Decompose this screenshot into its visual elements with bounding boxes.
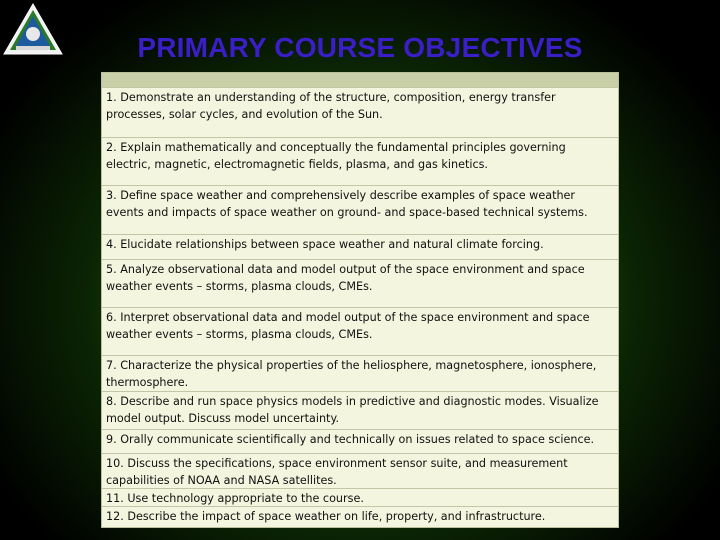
objective-row: 5. Analyze observational data and model output of the space environment and space weather events – storms, plasma clouds, CMEs. [102, 259, 618, 307]
objective-row: 11. Use technology appropriate to the course. [102, 488, 618, 506]
objective-row: 3. Define space weather and comprehensively describe examples of space weather events and impacts of space weather on ground- and space-based technical systems. [102, 185, 618, 234]
objective-row: 1. Demonstrate an understanding of the structure, composition, energy transfer processes, solar cycles, and evolution of the Sun. [102, 87, 618, 137]
objective-row: 8. Describe and run space physics models in predictive and diagnostic modes. Visualize model output. Discuss model uncertainty. [102, 391, 618, 429]
objective-row: 10. Discuss the specifications, space environment sensor suite, and measurement capabilities of NOAA and NASA satellites. [102, 453, 618, 488]
objectives-table [101, 72, 619, 528]
objective-row: 2. Explain mathematically and conceptually the fundamental principles governing electric, magnetic, electromagnetic fields, plasma, and gas kinetics. [102, 137, 618, 185]
objective-row: 9. Orally communicate scientifically and technically on issues related to space science. [102, 429, 618, 453]
objective-row: 6. Interpret observational data and model output of the space environment and space weather events – storms, plasma clouds, CMEs. [102, 307, 618, 355]
objective-row: 7. Characterize the physical properties of the heliosphere, magnetosphere, ionosphere, thermosphere. [102, 355, 618, 391]
table-header-strip [102, 73, 618, 87]
objective-row: 12. Describe the impact of space weather on life, property, and infrastructure. [102, 506, 618, 528]
objective-row: 4. Elucidate relationships between space weather and natural climate forcing. [102, 234, 618, 259]
page-title: PRIMARY COURSE OBJECTIVES [137, 32, 583, 63]
